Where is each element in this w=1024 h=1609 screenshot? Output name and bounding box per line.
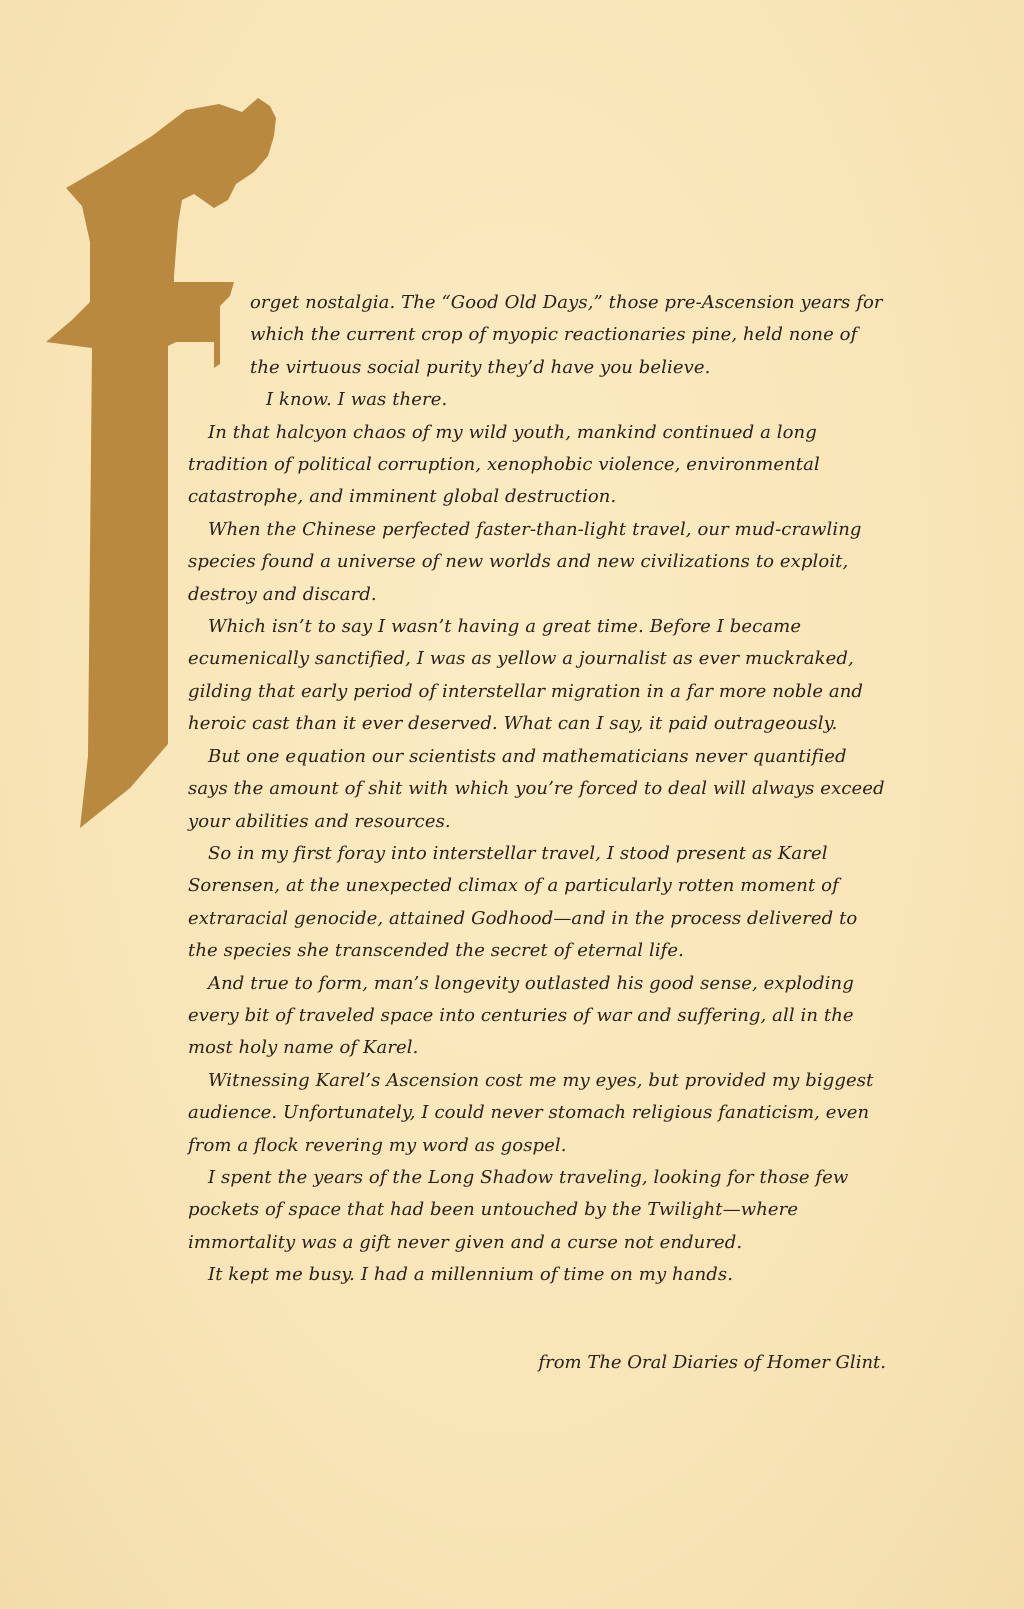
paragraph-1: orget nostalgia. The “Good Old Days,” those pre-Ascension years for which the current crop of myopic reactionaries pine, held none of the virtuous social purity they’d have you believe. <box>250 292 883 378</box>
paragraph-3: In that halcyon chaos of my wild youth, mankind continued a long tradition of political corruption, xenophobic violence, environmental catastrophe, and imminent global destruction. <box>188 421 820 508</box>
paragraph-2: I know. I was there. <box>266 389 448 411</box>
paragraph-4: When the Chinese perfected faster-than-light travel, our mud-crawling species found a universe of new worlds and new civilizations to exploit, destroy and discard. <box>188 518 862 605</box>
paragraph-11: It kept me busy. I had a millennium of time on my hands. <box>208 1264 734 1286</box>
paragraph-7: So in my first foray into interstellar travel, I stood present as Karel Sorensen, at the unexpected climax of a particularly rotten moment of extraracial genocide, attained Godhood—and in the process delivered to the species she transcended the secret of eternal life. <box>188 842 858 962</box>
paragraph-8: And true to form, man’s longevity outlasted his good sense, exploding every bit of traveled space into centuries of war and suffering, all in the most holy name of Karel. <box>188 972 854 1059</box>
attribution: from The Oral Diaries of Homer Glint. <box>538 1352 886 1373</box>
body-text <box>188 287 888 1292</box>
paragraph-5: Which isn’t to say I wasn’t having a great time. Before I became ecumenically sanctified, I was as yellow a journalist as ever muckraked, gilding that early period of interstellar migration in a far more noble and heroic cast than it ever deserved. What can I say, it paid outrageously. <box>188 616 864 735</box>
paragraph-9: Witnessing Karel’s Ascension cost me my eyes, but provided my biggest audience. Unfortunately, I could never stomach religious fanaticism, even from a flock revering my word as gospel. <box>188 1069 874 1156</box>
paragraph-10: I spent the years of the Long Shadow traveling, looking for those few pockets of space that had been untouched by the Twilight—where immortality was a gift never given and a curse not endured. <box>188 1166 849 1253</box>
paragraph-6: But one equation our scientists and mathematicians never quantified says the amount of shit with which you’re forced to deal will always exceed your abilities and resources. <box>188 745 885 832</box>
